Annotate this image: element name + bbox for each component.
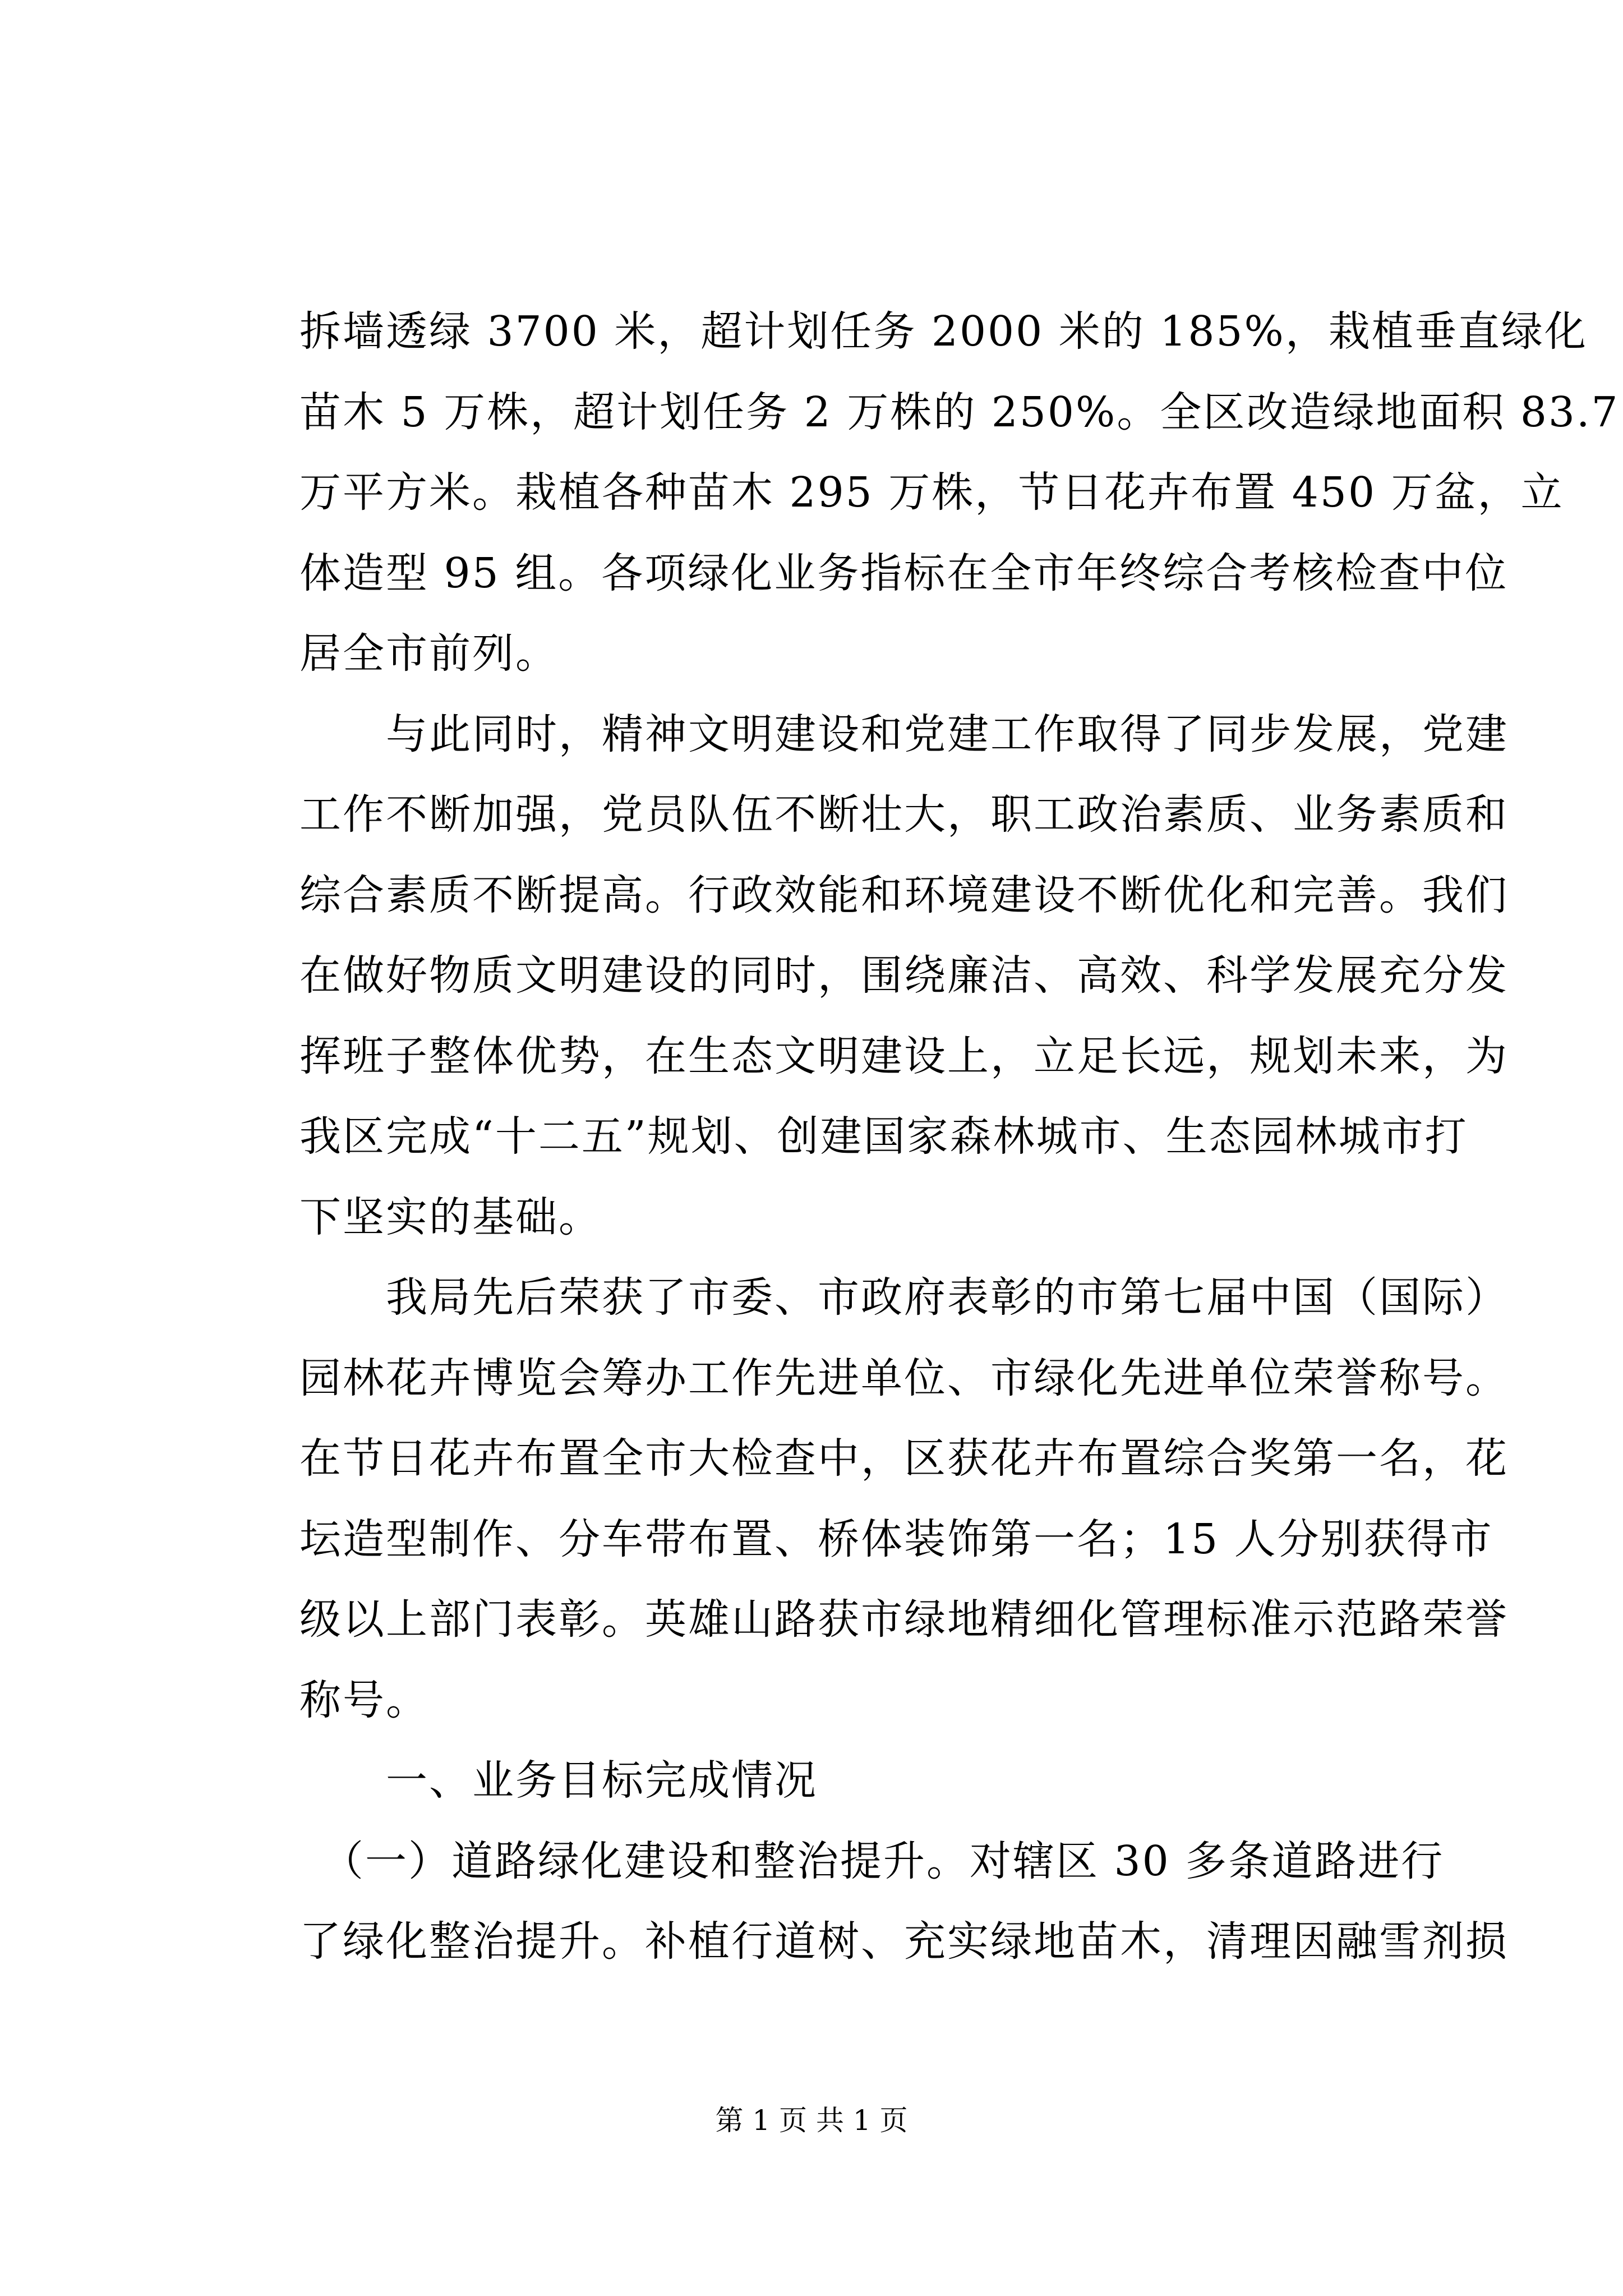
text-line: 万平方米。栽植各种苗木 295 万株，节日花卉布置 450 万盆，立 bbox=[299, 468, 1564, 517]
text-line: 与此同时，精神文明建设和党建工作取得了同步发展，党建 bbox=[299, 710, 1509, 758]
text-line: 工作不断加强，党员队伍不断壮大，职工政治素质、业务素质和 bbox=[299, 790, 1509, 839]
text-line: （一）道路绿化建设和整治提升。对辖区 30 多条道路进行 bbox=[299, 1837, 1445, 1885]
text-line: 称号。 bbox=[299, 1676, 429, 1724]
text-line: 坛造型制作、分车带布置、桥体装饰第一名；15 人分别获得市 bbox=[299, 1515, 1493, 1563]
text-line: 我局先后荣获了市委、市政府表彰的市第七届中国（国际） bbox=[299, 1273, 1509, 1322]
page-footer: 第 1 页 共 1 页 bbox=[715, 2104, 908, 2137]
text-line: 了绿化整治提升。补植行道树、充实绿地苗木，清理因融雪剂损 bbox=[299, 1917, 1509, 1966]
document-body bbox=[299, 292, 1620, 1982]
text-line: 居全市前列。 bbox=[299, 629, 559, 678]
text-line: 综合素质不断提高。行政效能和环境建设不断优化和完善。我们 bbox=[299, 871, 1509, 919]
text-line: 我区完成“十二五”规划、创建国家森林城市、生态园林城市打 bbox=[299, 1112, 1468, 1161]
text-line: 在节日花卉布置全市大检查中，区获花卉布置综合奖第一名，花 bbox=[299, 1434, 1509, 1483]
text-line: 体造型 95 组。各项绿化业务指标在全市年终综合考核检查中位 bbox=[299, 549, 1509, 597]
text-line: 下坚实的基础。 bbox=[299, 1193, 602, 1241]
section-heading: 一、业务目标完成情况 bbox=[299, 1756, 818, 1805]
text-line: 苗木 5 万株，超计划任务 2 万株的 250%。全区改造绿地面积 83.7 bbox=[299, 388, 1620, 436]
text-line: 在做好物质文明建设的同时，围绕廉洁、高效、科学发展充分发 bbox=[299, 951, 1509, 1000]
text-line: 级以上部门表彰。英雄山路获市绿地精细化管理标准示范路荣誉 bbox=[299, 1595, 1509, 1644]
text-line: 拆墙透绿 3700 米，超计划任务 2000 米的 185%，栽植垂直绿化 bbox=[299, 307, 1588, 356]
text-line: 园林花卉博览会筹办工作先进单位、市绿化先进单位荣誉称号。 bbox=[299, 1354, 1509, 1402]
text-line: 挥班子整体优势，在生态文明建设上，立足长远，规划未来，为 bbox=[299, 1032, 1509, 1080]
